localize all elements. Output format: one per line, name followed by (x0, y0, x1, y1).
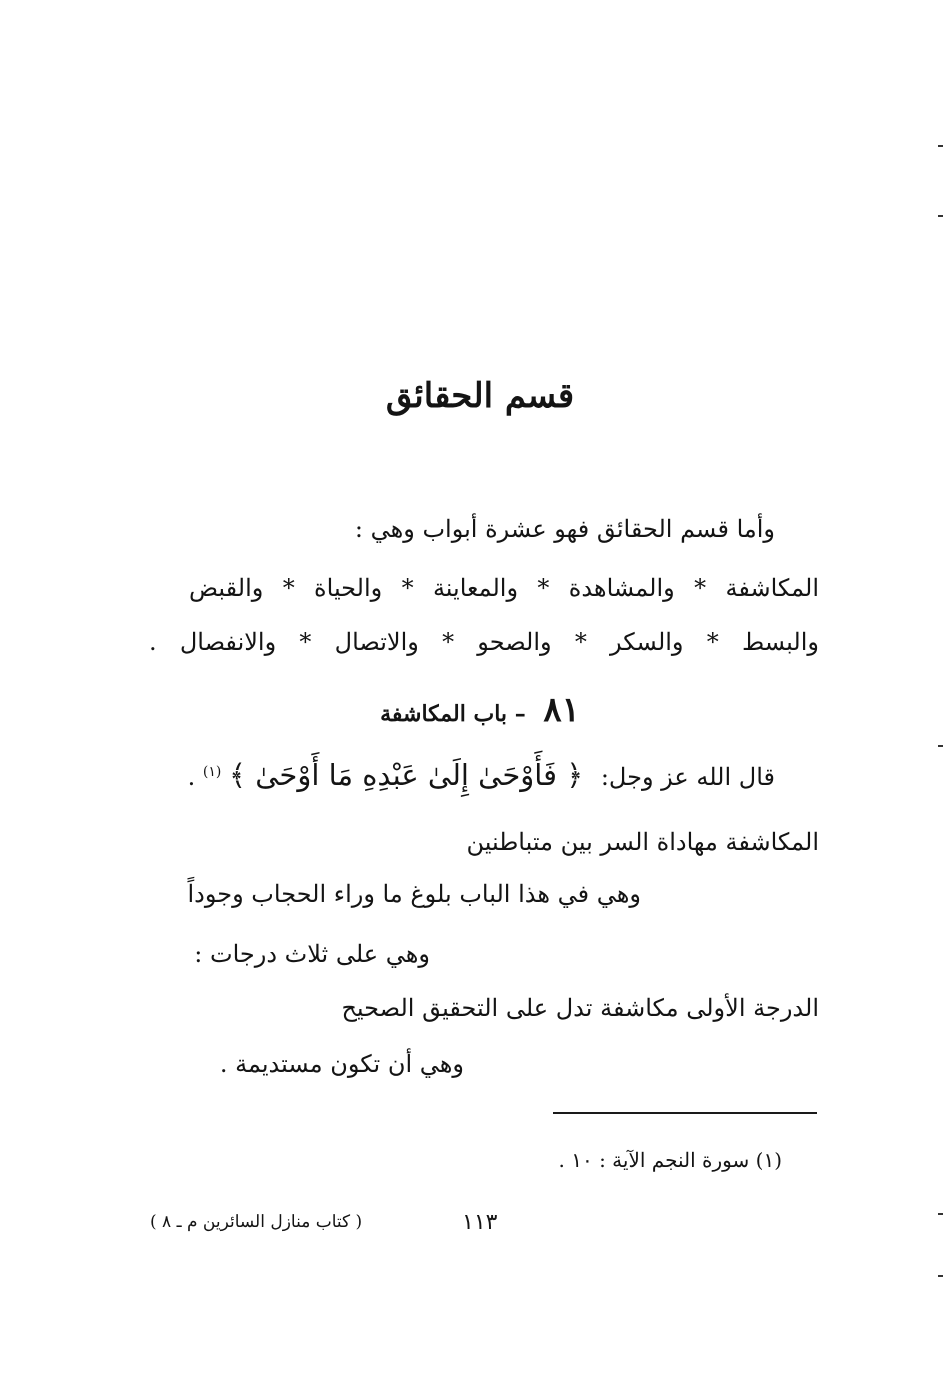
page-number: ١١٣ (462, 1210, 498, 1235)
scan-edge-mark (938, 215, 943, 217)
footnote-reference: (١) (202, 764, 222, 780)
footnote: (١) سورة النجم الآية : ١٠ . (558, 1148, 782, 1172)
book-signature: ( كتاب منازل السائرين م ـ ٨ ) (150, 1212, 363, 1232)
definition-line-4: الدرجة الأولى مكاشفة تدل على التحقيق الصحيح (341, 994, 819, 1022)
definition-line-5: وهي أن تكون مستديمة . (219, 1050, 464, 1078)
scan-edge-mark (938, 1275, 943, 1277)
verse-intro: قال الله عز وجل: (600, 763, 775, 791)
footnote-divider (553, 1112, 817, 1114)
definition-line-2: وهي في هذا الباب بلوغ ما وراء الحجاب وجوداً (187, 880, 641, 908)
scan-edge-mark (938, 745, 943, 747)
chapter-number: ٨١ (543, 690, 580, 730)
scan-edge-mark (938, 1213, 943, 1215)
scan-edge-mark (938, 145, 943, 147)
definition-line-3: وهي على ثلاث درجات : (194, 940, 430, 968)
chapter-title: – باب المكاشفة (380, 701, 526, 727)
section-title: قسم الحقائق (385, 376, 575, 416)
chapters-list-line-1: المكاشفة * والمشاهدة * والمعاينة * والحياة * والقبض (189, 574, 819, 602)
quran-verse-line (188, 758, 775, 793)
definition-line-1: المكاشفة مهاداة السر بين متباطنين (466, 828, 819, 856)
intro-line: وأما قسم الحقائق فهو عشرة أبواب وهي : (354, 515, 775, 543)
verse-end: . (187, 763, 196, 791)
quran-verse: ﴿ فَأَوْحَىٰ إِلَىٰ عَبْدِهِ مَا أَوْحَىٰ ﴾ (229, 758, 584, 792)
chapter-heading (300, 690, 660, 731)
chapters-list-line-2: والبسط * والسكر * والصحو * والاتصال * والانفصال . (149, 628, 819, 656)
